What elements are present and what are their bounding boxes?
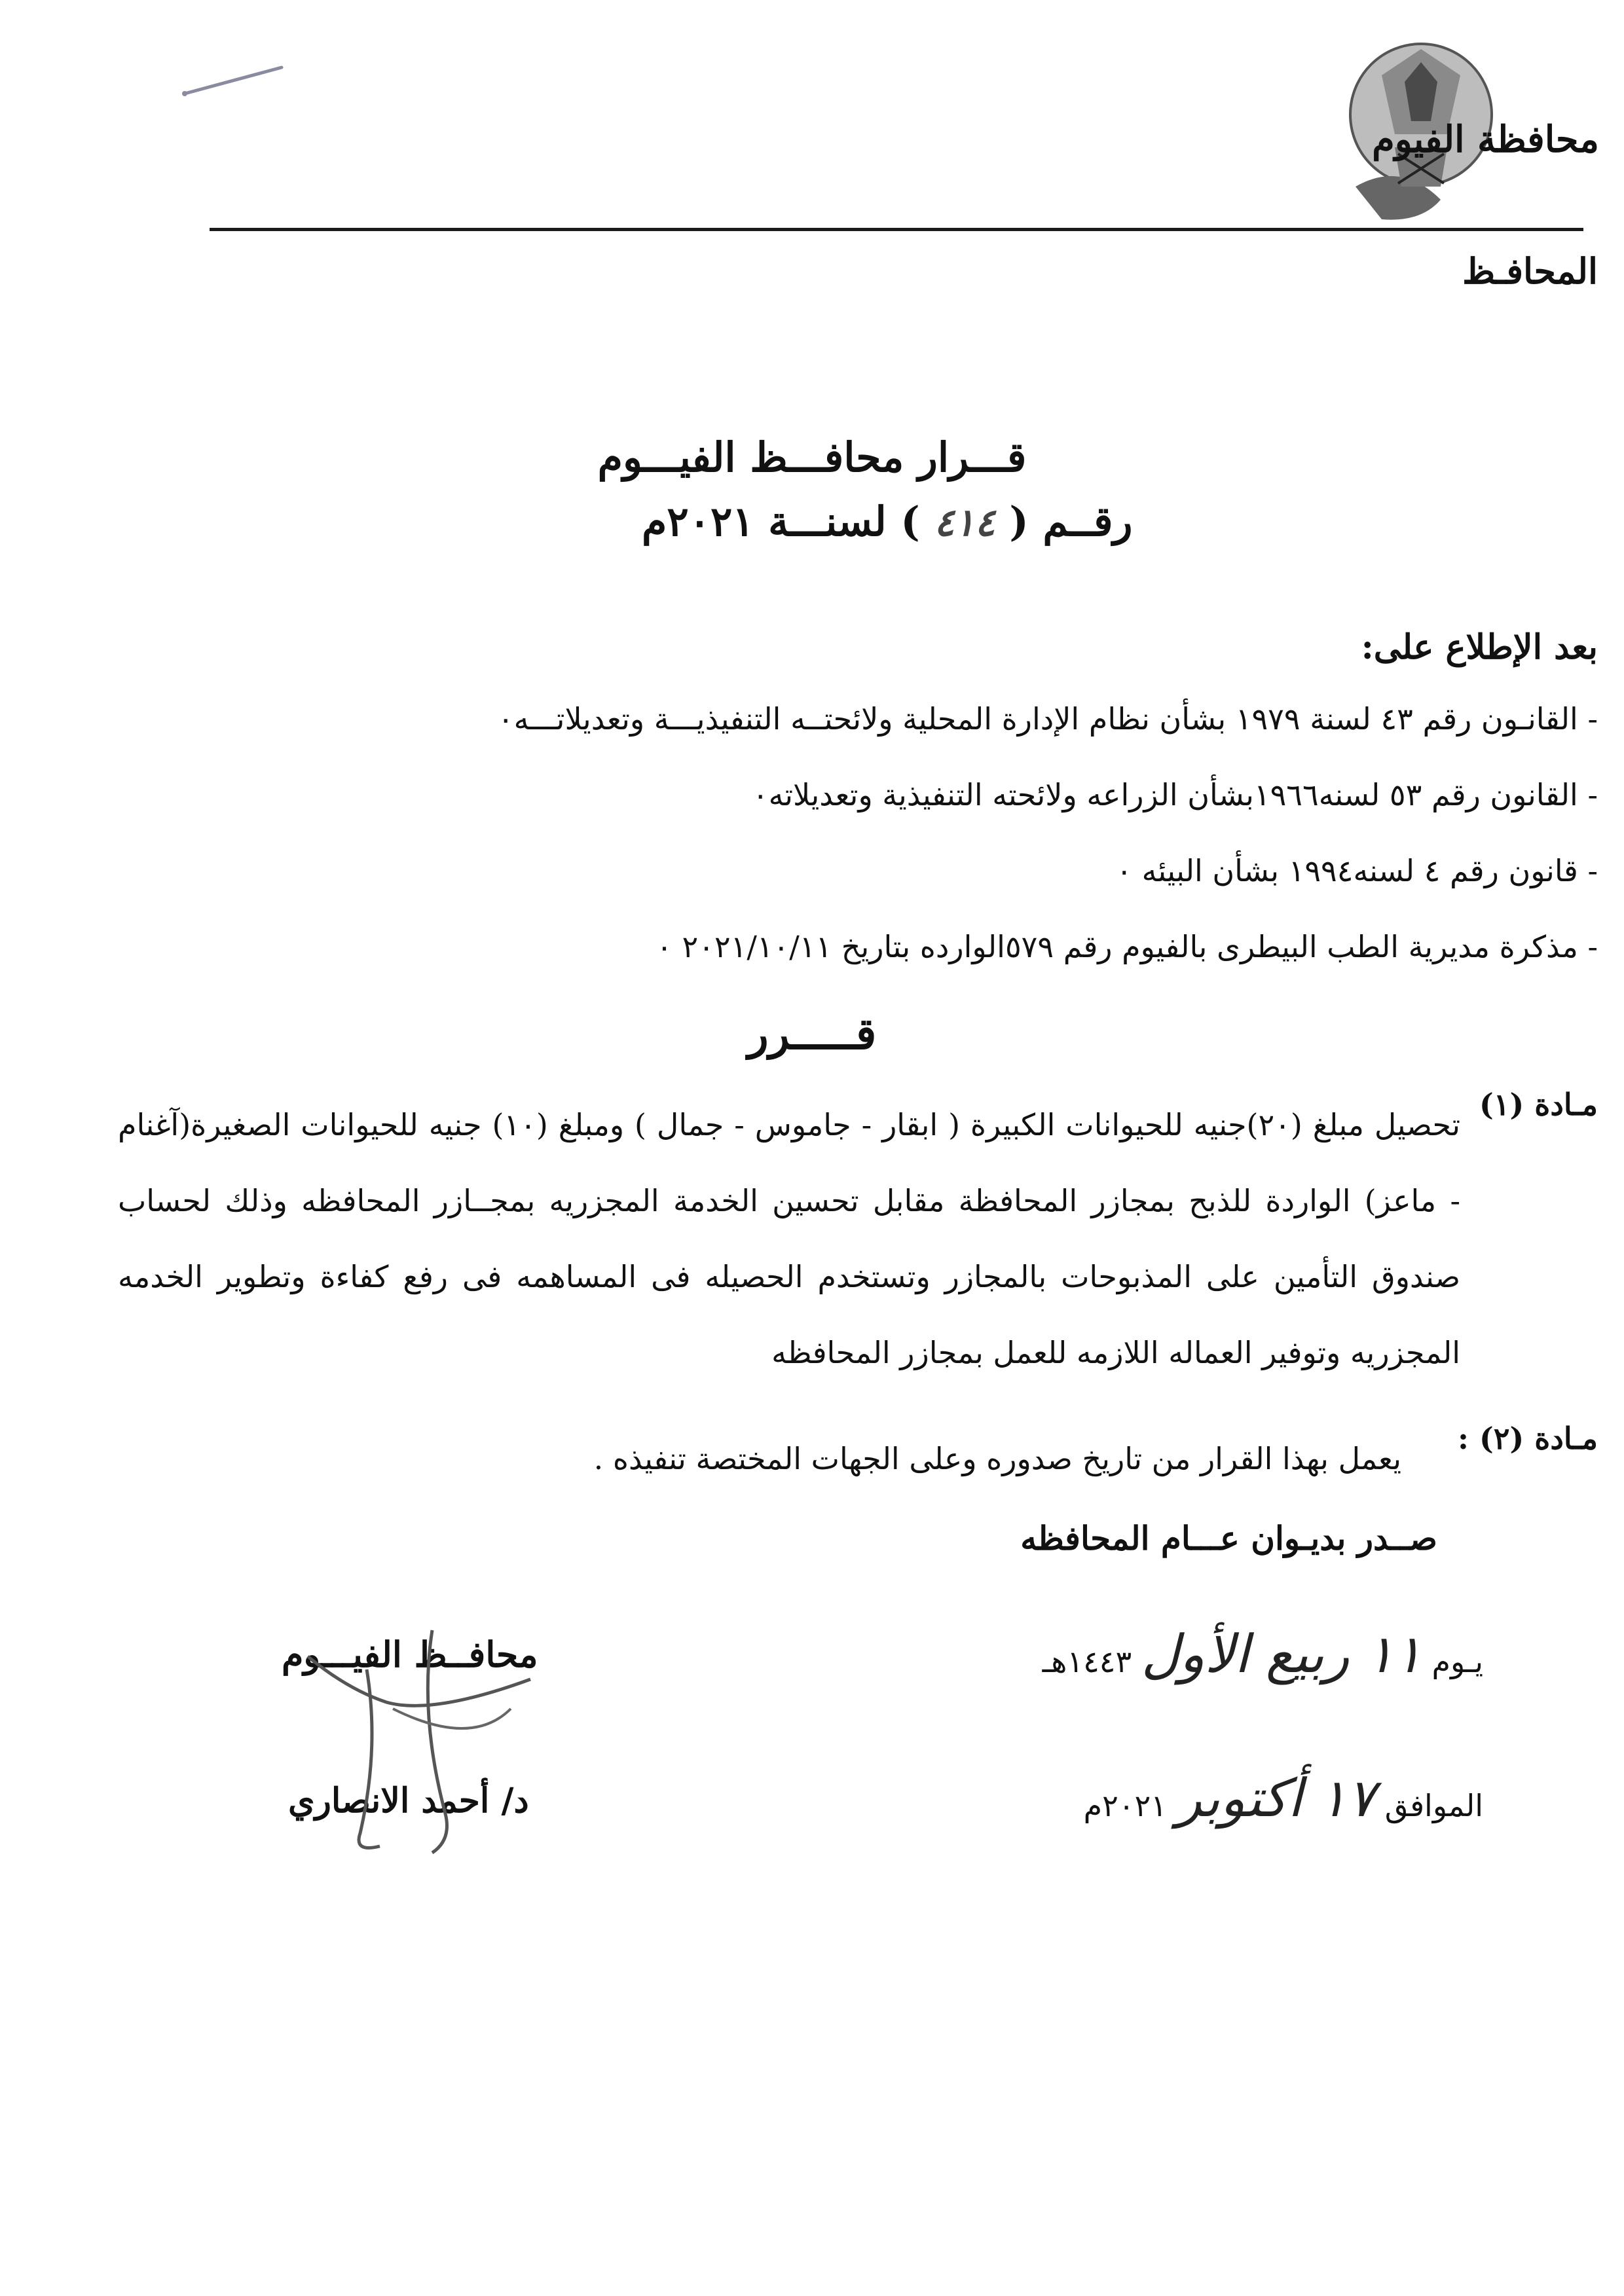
preamble-item: - القانون رقم ٥٣ لسنه١٩٦٦بشأن الزراعه ولائحته التنفيذية وتعديلاته٠ (752, 777, 1598, 812)
signatory-name: د/ أحمد الانصاري (288, 1781, 529, 1821)
decree-number-prefix: رقــم ( (1009, 498, 1133, 545)
office-label: المحافـظ (1462, 250, 1598, 292)
signatory-title: محافــظ الفيـــوم (282, 1633, 538, 1675)
article-label: مـادة (٢) : (1458, 1421, 1598, 1456)
hijri-prefix: يـوم (1431, 1644, 1483, 1679)
article-2 (26, 1421, 1598, 1499)
gregorian-year: ٢٠٢١م (1083, 1788, 1167, 1823)
gregorian-date (1084, 1768, 1483, 1829)
preamble-list (157, 681, 1598, 985)
hijri-year: ١٤٤٣هـ (1042, 1644, 1132, 1679)
decree-number-suffix: ) لسنـــة ٢٠٢١م (642, 498, 920, 545)
preamble-item: - مذكرة مديرية الطب البيطرى بالفيوم رقم ٥٧٩الوارده بتاريخ ٢٠٢١/١٠/١١ ٠ (656, 929, 1598, 964)
pen-mark (177, 62, 288, 101)
article-label: مـادة (١) (1479, 1087, 1598, 1122)
article-text: يعمل بهذا القرار من تاريخ صدوره وعلى الجهات المختصة تنفيذه . (593, 1441, 1401, 1476)
hijri-date (1043, 1624, 1483, 1685)
header-divider (210, 228, 1583, 231)
issued-heading: صــدر بديـوان عـــام المحافظه (1020, 1519, 1437, 1558)
gregorian-handwritten: ١٧ أكتوبر (1176, 1768, 1376, 1829)
preamble-item: - قانون رقم ٤ لسنه١٩٩٤ بشأن البيئه ٠ (1116, 853, 1598, 888)
preamble-heading: بعد الإطلاع على: (1361, 627, 1598, 667)
decided-heading: قـــــرر (747, 1008, 877, 1059)
preamble-item: - القانـون رقم ٤٣ لسنة ١٩٧٩ بشأن نظام الإدارة المحلية ولائحتــه التنفيذيـــة وتعديلاتـــه٠ (497, 701, 1598, 737)
decree-number-line (642, 498, 1133, 545)
handwritten-signature (288, 1617, 550, 1866)
hijri-handwritten: ١١ ربيع الأول (1141, 1624, 1422, 1685)
decree-title: قـــرار محافـــظ الفيـــوم (597, 433, 1027, 481)
article-text: تحصيل مبلغ (٢٠)جنيه للحيوانات الكبيرة ( ابقار - جاموس - جمال ) ومبلغ (١٠) جنيه للحيوانات الصغيرة(آغنام - ماعز) الواردة للذبح بمجازر المحافظة مقابل تحسين الخدمة المجزريه بمجــازر المحافظه وذلك لحساب صندوق التأمين على المذبوحات بالمجازر وتستخدم الحصيله فى المساهمه فى رفع كفاءة وتطوير الخدمه المجزريه وتوفير العماله اللازمه للعمل بمجازر المحافظه (118, 1107, 1461, 1370)
article-1 (26, 1087, 1598, 1401)
gregorian-prefix: الموافق (1384, 1788, 1483, 1823)
decree-number-handwritten: ٤١٤ (934, 500, 995, 545)
governorate-name: محافظة الفيوم (1372, 118, 1599, 161)
